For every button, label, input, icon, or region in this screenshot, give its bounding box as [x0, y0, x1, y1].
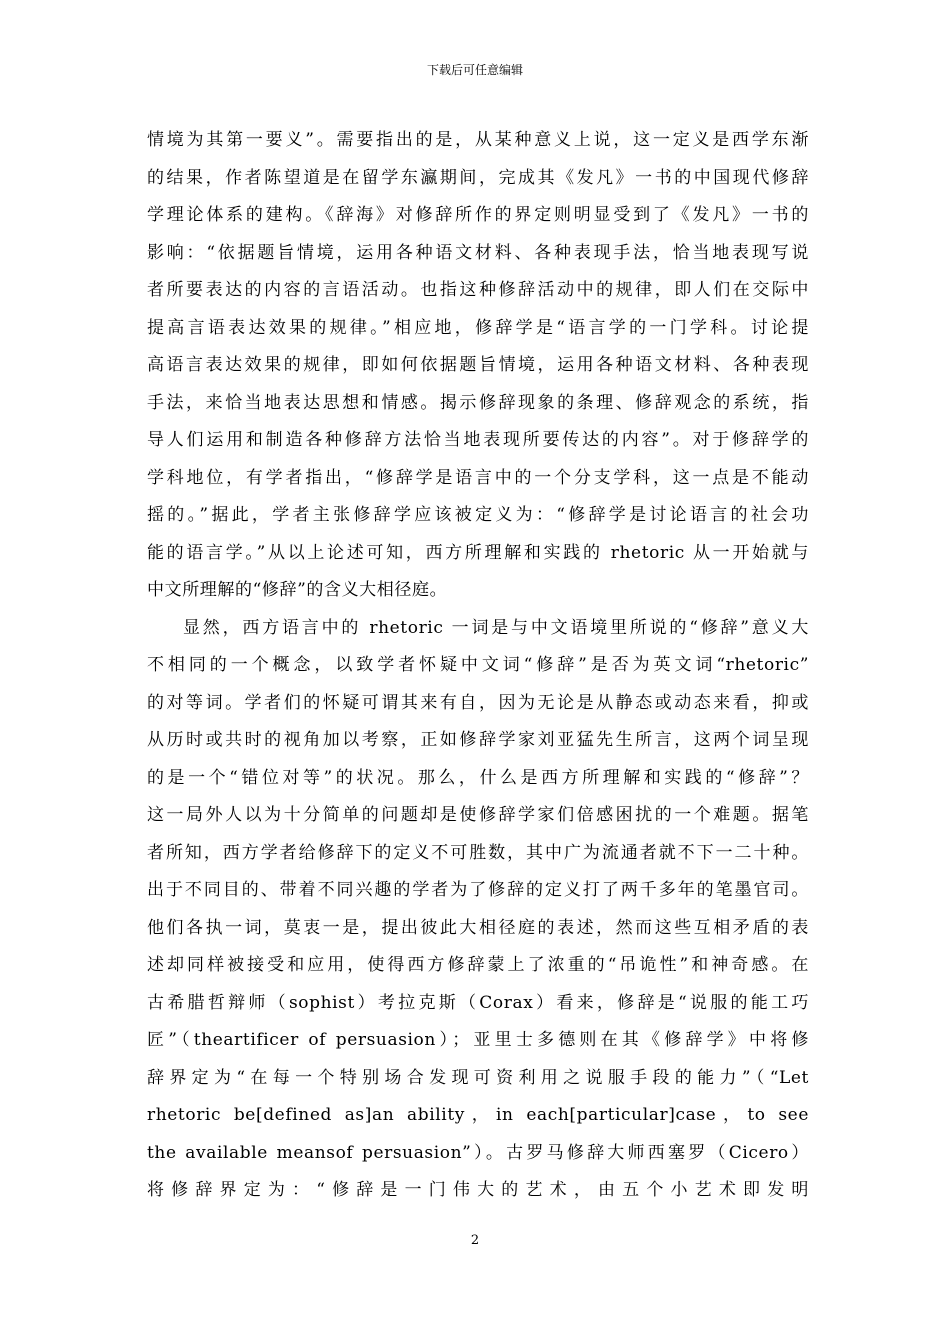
text-line: 影响：“依据题旨情境，运用各种语文材料、各种表现手法，恰当地表现写说: [147, 242, 809, 263]
text-line: 显然，西方语言中的 rhetoric 一词是与中文语境里所说的“修辞”意义大: [183, 617, 809, 638]
text-line: 的结果，作者陈望道是在留学东瀛期间，完成其《发凡》一书的中国现代修辞: [147, 167, 809, 188]
text-line: the available meansof persuasion”）。古罗马修辞大师西塞罗（Cicero）: [147, 1142, 809, 1163]
text-line: rhetoric be[defined as]an ability，in each[particular]case，to see: [147, 1105, 809, 1125]
text-line: 高语言表达效果的规律，即如何依据题旨情境，运用各种语文材料、各种表现: [147, 355, 809, 375]
paragraph-2: [147, 610, 809, 1210]
text-line: 他们各执一词，莫衷一是，提出彼此大相径庭的表述，然而这些互相矛盾的表: [147, 917, 809, 938]
text-line: 者所知，西方学者给修辞下的定义不可胜数，其中广为流通者就不下一二十种。: [147, 842, 809, 863]
page-number: 2: [470, 1233, 480, 1248]
text-line: 提高言语表达效果的规律。”相应地，修辞学是“语言学的一门学科。讨论提: [147, 317, 809, 338]
text-line: 学理论体系的建构。《辞海》对修辞所作的界定则明显受到了《发凡》一书的: [147, 205, 809, 225]
page-header: 下载后可任意编辑: [426, 63, 523, 77]
text-line: 的是一个“错位对等”的状况。那么，什么是西方所理解和实践的“修辞”？: [147, 767, 809, 788]
text-line: 学科地位，有学者指出，“修辞学是语言中的一个分支学科，这一点是不能动: [147, 467, 809, 488]
text-line: 出于不同目的、带着不同兴趣的学者为了修辞的定义打了两千多年的笔墨官司。: [147, 880, 809, 900]
text-line: 将修辞界定为：“修辞是一门伟大的艺术，由五个小艺术即发明: [147, 1180, 809, 1200]
text-line: 导人们运用和制造各种修辞方法恰当地表现所要传达的内容”。对于修辞学的: [147, 430, 809, 450]
text-line: 从历时或共时的视角加以考察，正如修辞学家刘亚猛先生所言，这两个词呈现: [147, 730, 809, 750]
text-line: 这一局外人以为十分简单的问题却是使修辞学家们倍感困扰的一个难题。据笔: [147, 805, 809, 825]
paragraph-1: [147, 122, 809, 610]
text-line: 辞界定为“在每一个特别场合发现可资利用之说服手段的能力”（“Let: [147, 1067, 809, 1088]
document-body: [147, 122, 809, 1210]
text-line: 不相同的一个概念，以致学者怀疑中文词“修辞”是否为英文词“rhetoric”: [147, 655, 809, 675]
text-line: 中文所理解的“修辞”的含义大相径庭。: [147, 580, 448, 600]
text-line: 手法，来恰当地表达思想和情感。揭示修辞现象的条理、修辞观念的系统，指: [147, 392, 809, 413]
text-line: 的对等词。学者们的怀疑可谓其来有自，因为无论是从静态或动态来看，抑或: [147, 692, 809, 713]
text-line: 摇的。”据此，学者主张修辞学应该被定义为：“修辞学是讨论语言的社会功: [147, 505, 809, 525]
text-line: 古希腊哲辩师（sophist）考拉克斯（Corax）看来，修辞是“说服的能工巧: [147, 992, 809, 1013]
text-line: 能的语言学。”从以上论述可知，西方所理解和实践的 rhetoric 从一开始就与: [147, 542, 809, 563]
text-line: 者所要表达的内容的言语活动。也指这种修辞活动中的规律，即人们在交际中: [147, 280, 809, 300]
text-line: 述却同样被接受和应用，使得西方修辞蒙上了浓重的“吊诡性”和神奇感。在: [147, 955, 809, 975]
text-line: 情境为其第一要义”。需要指出的是，从某种意义上说，这一定义是西学东渐: [147, 130, 809, 150]
text-line: 匠”（theartificer of persuasion）；亚里士多德则在其《修辞学》中将修: [147, 1030, 809, 1050]
